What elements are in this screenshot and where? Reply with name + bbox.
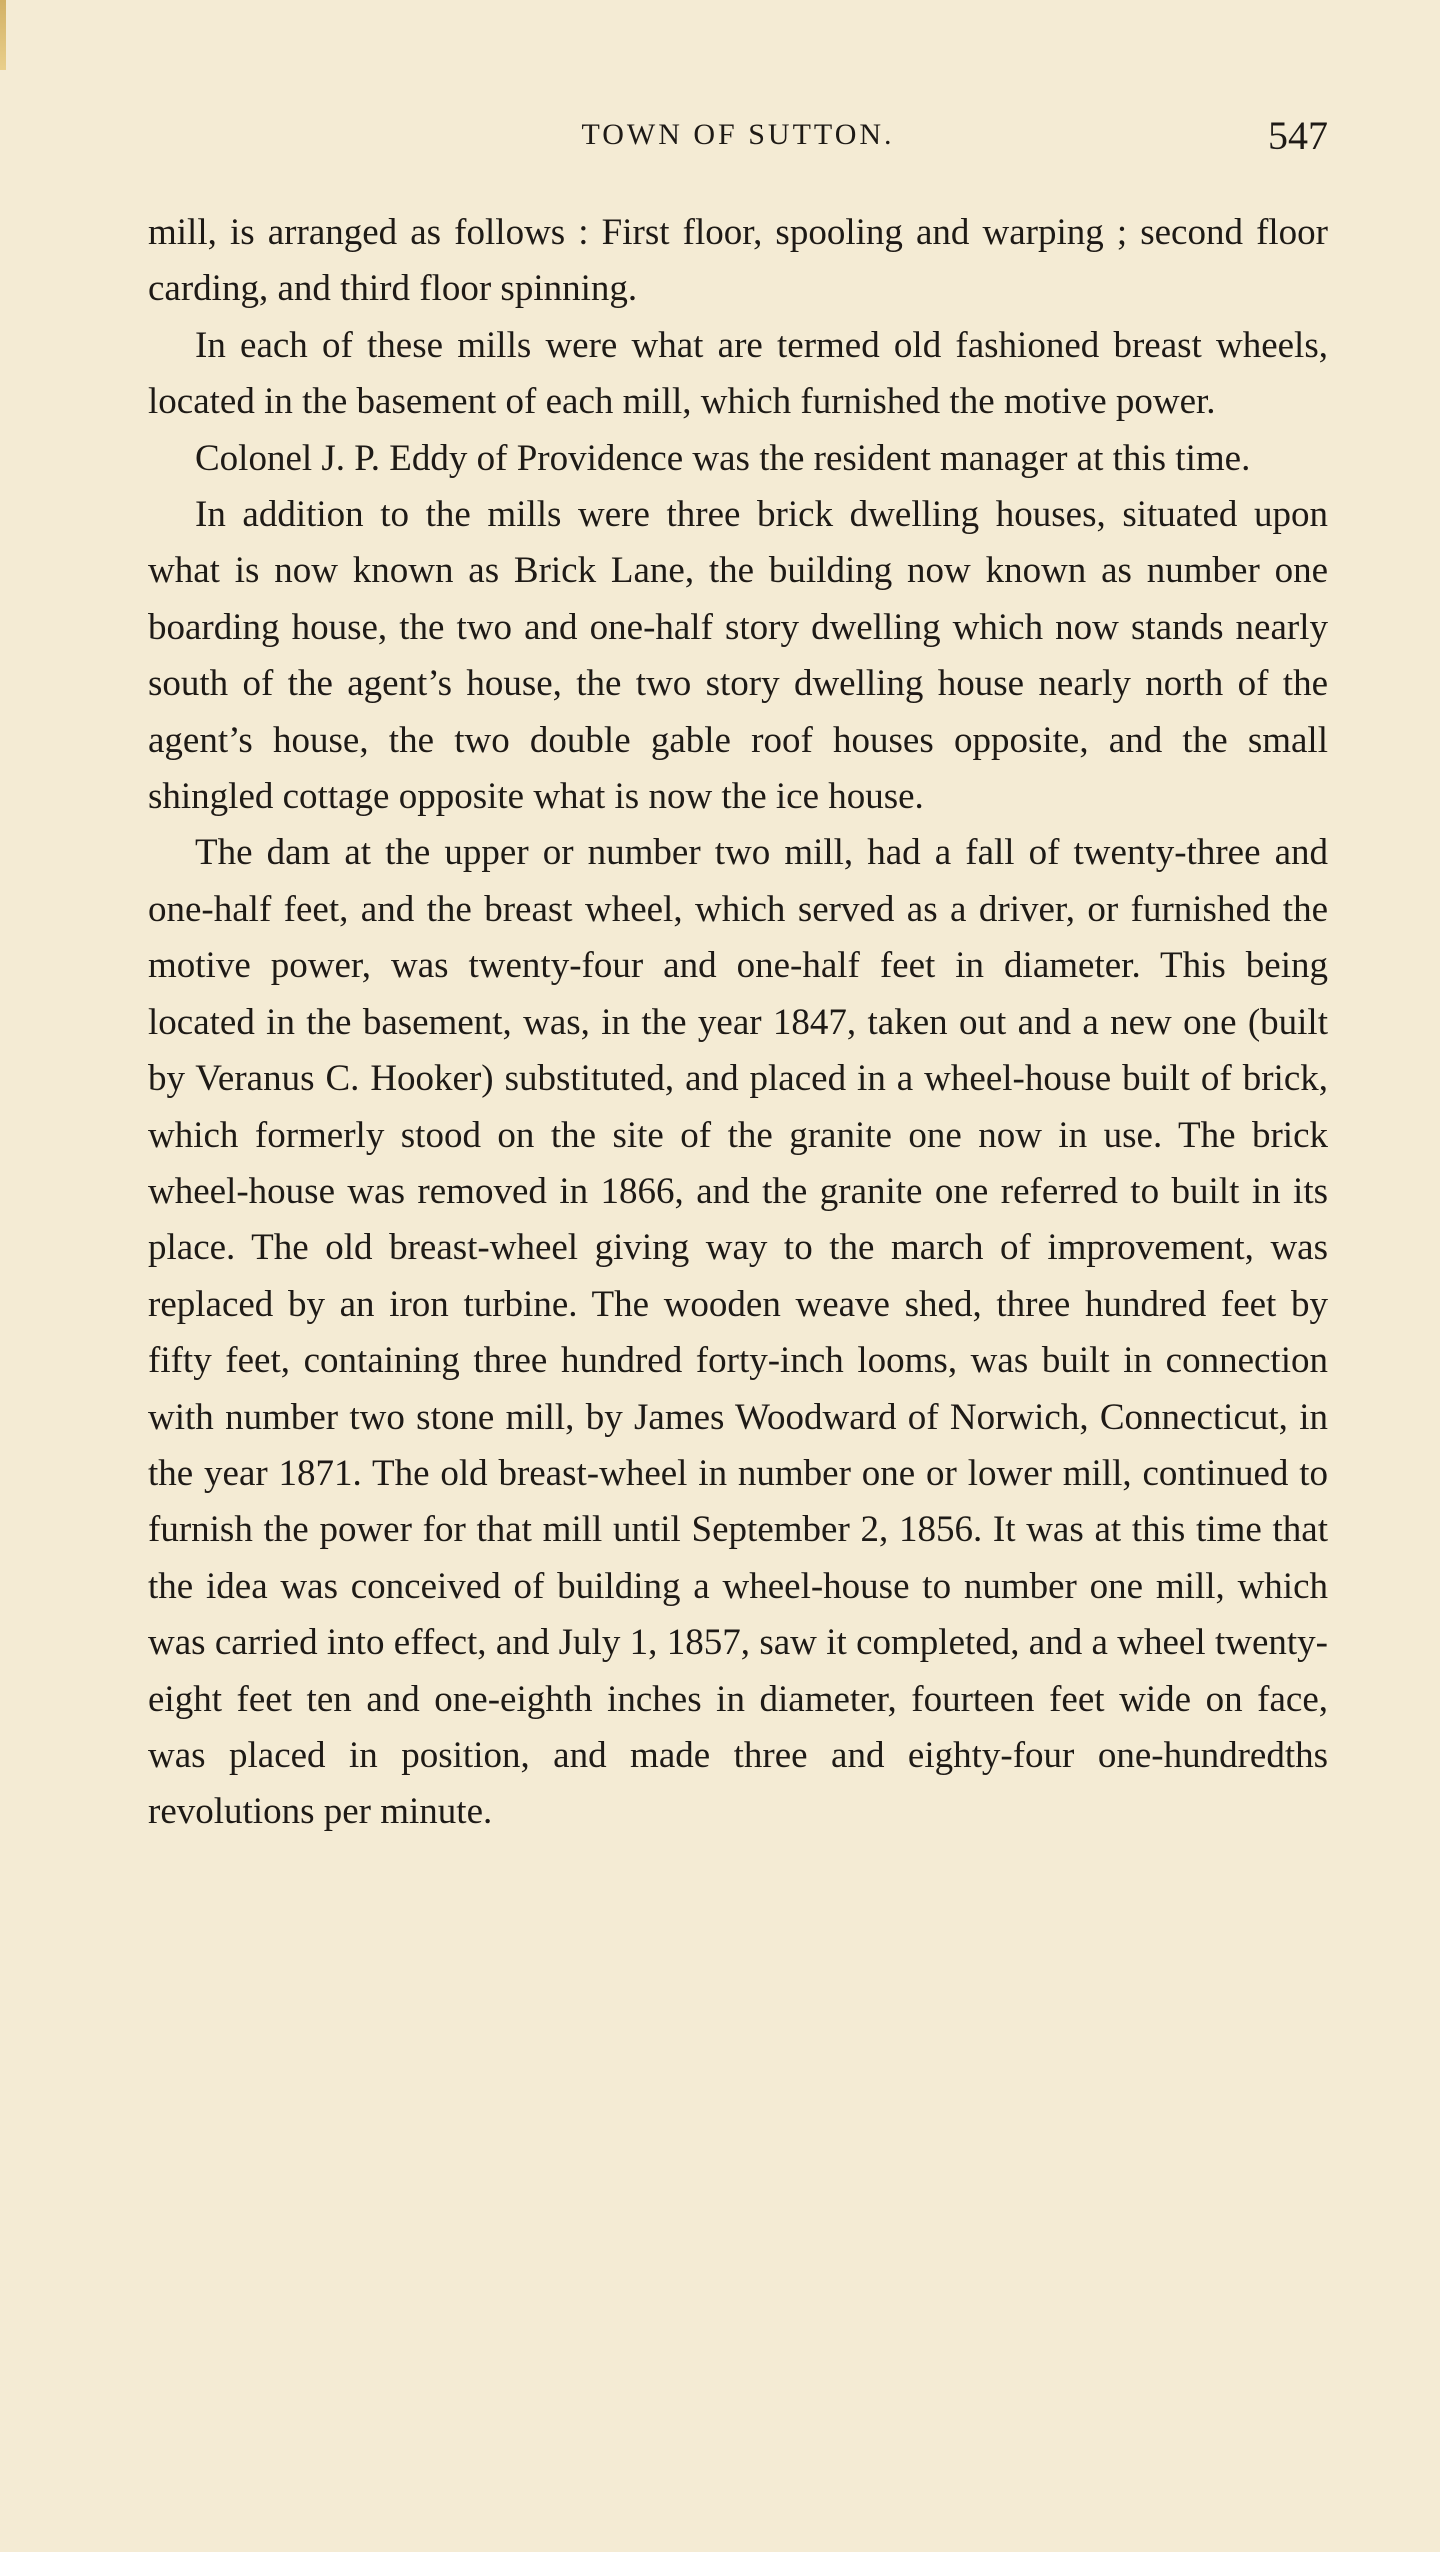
running-title: TOWN OF SUTTON. xyxy=(581,118,895,151)
paragraph-4: In addition to the mills were three brick dwelling houses, situated upon what is now known as Brick Lane, the building now known as number one boarding house, the two and one-half story dwelling which now stands nearly south of the agent’s house, the two story dwelling house nearly north of the agent’s house, the two double gable roof houses opposite, and the small shingled cottage opposite what is now the ice house. xyxy=(148,494,1328,818)
paragraph-1: mill, is arranged as follows : First floor, spooling and warping ; second floor carding, and third floor spinning. xyxy=(148,212,1328,310)
page-number: 547 xyxy=(1268,113,1328,158)
paragraph-3: Colonel J. P. Eddy of Providence was the resident manager at this time. xyxy=(195,437,1251,479)
page-edge-mark xyxy=(0,0,6,70)
running-head xyxy=(148,112,1328,162)
paragraph-5: The dam at the upper or number two mill, had a fall of twenty-three and one-half feet, and the breast wheel, which served as a driver, or furnished the motive power, was twenty-four and one-half feet in diameter. This being located in the basement, was, in the year 1847, taken out and a new one (built by Veranus C. Hooker) substituted, and placed in a wheel-house built of brick, which formerly stood on the site of the granite one now in use. The brick wheel-house was removed in 1866, and the granite one referred to built in its place. The old breast-wheel giving way to the march of improvement, was replaced by an iron turbine. The wooden weave shed, three hundred feet by fifty feet, containing three hundred forty-inch looms, was built in connection with number two stone mill, by James Woodward of Norwich, Connecticut, in the year 1871. The old breast-wheel in number one or lower mill, continued to furnish the power for that mill until September 2, 1856. It was at this time that the idea was conceived of building a wheel-house to number one mill, which was carried into effect, and July 1, 1857, saw it completed, and a wheel twenty-eight feet ten and one-eighth inches in diameter, fourteen feet wide on face, was placed in position, and made three and eighty-four one-hundredths revolutions per minute. xyxy=(148,832,1328,1833)
paragraph-2: In each of these mills were what are termed old fashioned breast wheels, located in the basement of each mill, which furnished the motive power. xyxy=(148,324,1328,423)
body-text xyxy=(148,205,1328,1841)
